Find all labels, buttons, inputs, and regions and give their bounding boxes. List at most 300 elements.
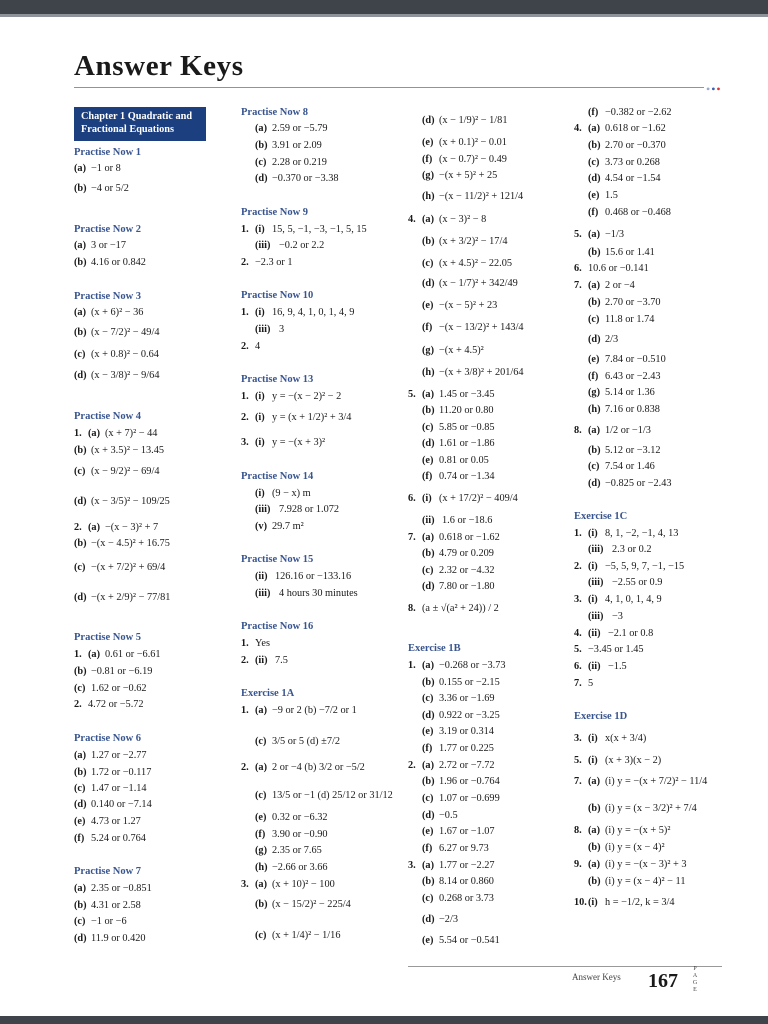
question-number: 5. (574, 644, 582, 655)
answer-text: 1.72 or −0.117 (91, 767, 152, 778)
answer-text: 1.47 or −1.14 (91, 783, 147, 794)
answer-text: −(x − 11/2)² + 121/4 (439, 191, 524, 202)
answer-text: y = −(x + 3)² (272, 437, 326, 448)
section-heading: Practise Now 14 (241, 471, 314, 482)
answer-text: 2 or −4 (b) 3/2 or −5/2 (272, 762, 365, 773)
question-number: 1. (241, 638, 249, 649)
answer-text: −2.55 or 0.9 (612, 577, 663, 588)
part-label: (f) (422, 843, 433, 854)
part-label: (i) (255, 307, 265, 318)
part-label: (b) (588, 140, 601, 151)
section-heading: Practise Now 9 (241, 207, 309, 218)
part-label: (e) (74, 816, 86, 827)
answer-text: 4.54 or −1.54 (605, 173, 661, 184)
answer-text: (9 − x) m (272, 488, 311, 499)
answer-text: 1.27 or −2.77 (91, 750, 147, 761)
question-number: 1. (241, 224, 249, 235)
answer-text: (i) y = (x − 3/2)² + 7/4 (605, 803, 697, 814)
answer-text: −3.45 or 1.45 (588, 644, 644, 655)
answer-text: −2.66 or 3.66 (272, 862, 328, 873)
part-label: (ii) (255, 571, 268, 582)
question-number: 1. (74, 428, 82, 439)
part-label: (c) (255, 930, 267, 941)
part-label: (a) (422, 860, 435, 871)
part-label: (a) (255, 762, 268, 773)
part-label: (f) (422, 471, 433, 482)
answer-text: (i) y = −(x − 3)² + 3 (605, 859, 687, 870)
part-label: (i) (588, 594, 598, 605)
answer-text: 3.73 or 0.268 (605, 157, 660, 168)
answer-text: 4 (255, 341, 261, 352)
section-heading: Practise Now 1 (74, 147, 142, 158)
answer-text: 7.84 or −0.510 (605, 354, 666, 365)
answer-text: −1 or 8 (91, 163, 121, 174)
answer-text: −(x − 13/2)² + 143/4 (439, 322, 524, 333)
answer-text: −0.268 or −3.73 (439, 660, 506, 671)
part-label: (b) (588, 803, 601, 814)
section-heading: Practise Now 7 (74, 866, 142, 877)
answer-text: 7.80 or −1.80 (439, 581, 495, 592)
answer-text: 126.16 or −133.16 (275, 571, 352, 582)
part-label: (b) (74, 327, 87, 338)
answer-text: −4 or 5/2 (91, 183, 129, 194)
part-label: (g) (588, 387, 601, 398)
section-heading: Exercise 1B (408, 643, 461, 654)
answer-text: 1.07 or −0.699 (439, 793, 500, 804)
part-label: (b) (74, 900, 87, 911)
answer-text: 5.54 or −0.541 (439, 935, 500, 946)
answer-text: (x + 3/2)² − 17/4 (439, 236, 508, 247)
title-dots-decoration: ••• (706, 82, 722, 96)
answer-text: (x + 3)(x − 2) (605, 755, 662, 766)
answer-text: 2.3 or 0.2 (612, 544, 652, 555)
part-label: (c) (255, 736, 267, 747)
part-label: (c) (255, 157, 267, 168)
question-number: 5. (408, 389, 416, 400)
part-label: (b) (74, 767, 87, 778)
answer-text: 1.77 or −2.27 (439, 860, 495, 871)
answer-text: −(x + 7/2)² + 69/4 (91, 562, 166, 573)
answer-text: (i) y = −(x + 7/2)² − 11/4 (605, 776, 708, 787)
part-label: (d) (74, 496, 87, 507)
part-label: (a) (588, 123, 601, 134)
part-label: (c) (74, 466, 86, 477)
part-label: (c) (74, 562, 86, 573)
part-label: (ii) (255, 655, 268, 666)
part-label: (e) (422, 935, 434, 946)
answer-text: 2.70 or −0.370 (605, 140, 666, 151)
section-heading: Practise Now 6 (74, 733, 142, 744)
answer-text: 4.16 or 0.842 (91, 257, 146, 268)
part-label: (d) (422, 914, 435, 925)
answer-text: 0.140 or −7.14 (91, 799, 152, 810)
part-label: (f) (588, 371, 599, 382)
answer-text: (x + 0.1)² − 0.01 (439, 137, 507, 148)
answer-text: 3/5 or 5 (d) ±7/2 (272, 736, 340, 747)
question-number: 7. (574, 776, 582, 787)
answer-text: −2.3 or 1 (255, 257, 293, 268)
part-label: (d) (422, 710, 435, 721)
answer-text: −1/3 (605, 229, 624, 240)
answer-text: (i) y = −(x + 5)² (605, 825, 671, 836)
part-label: (b) (74, 666, 87, 677)
part-label: (d) (588, 173, 601, 184)
part-label: (g) (422, 170, 435, 181)
question-number: 1. (574, 528, 582, 539)
answer-text: 11.8 or 1.74 (605, 314, 655, 325)
part-label: (a) (74, 240, 87, 251)
question-number: 4. (574, 123, 582, 134)
answer-text: 8.14 or 0.860 (439, 876, 494, 887)
question-number: 2. (74, 699, 82, 710)
part-label: (d) (422, 581, 435, 592)
answer-text: 2 or −4 (605, 280, 635, 291)
answer-text: (x − 3/5)² − 109/25 (91, 496, 170, 507)
question-number: 6. (574, 263, 582, 274)
part-label: (b) (74, 538, 87, 549)
part-label: (a) (588, 776, 601, 787)
question-number: 2. (408, 760, 416, 771)
answer-text: (x − 9/2)² − 69/4 (91, 466, 160, 477)
part-label: (b) (255, 899, 268, 910)
part-label: (b) (422, 405, 435, 416)
answer-text: 0.155 or −2.15 (439, 677, 500, 688)
part-label: (e) (422, 137, 434, 148)
question-number: 2. (241, 412, 249, 423)
answer-text: 15, 5, −1, −3, −1, 5, 15 (272, 224, 367, 235)
top-border-bar (0, 0, 768, 14)
part-label: (a) (88, 428, 101, 439)
part-label: (ii) (422, 515, 435, 526)
question-number: 7. (408, 532, 416, 543)
part-label: (b) (422, 677, 435, 688)
answer-text: Yes (255, 638, 270, 649)
part-label: (b) (422, 236, 435, 247)
question-number: 7. (574, 678, 582, 689)
part-label: (d) (588, 478, 601, 489)
part-label: (a) (74, 883, 87, 894)
part-label: (i) (588, 897, 598, 908)
part-label: (e) (588, 354, 600, 365)
answer-text: 5.12 or −3.12 (605, 445, 661, 456)
question-number: 1. (241, 705, 249, 716)
part-label: (a) (588, 859, 601, 870)
section-heading: Practise Now 10 (241, 290, 314, 301)
answer-text: (x − 1/7)² + 342/49 (439, 278, 518, 289)
section-heading: Practise Now 2 (74, 224, 142, 235)
part-label: (e) (422, 300, 434, 311)
part-label: (i) (255, 488, 265, 499)
answer-text: 7.928 or 1.072 (279, 504, 340, 515)
part-label: (a) (74, 307, 87, 318)
question-number: 2. (241, 762, 249, 773)
part-label: (b) (255, 140, 268, 151)
answer-text: −0.370 or −3.38 (272, 173, 339, 184)
part-label: (g) (422, 345, 435, 356)
page-title: Answer Keys (74, 50, 244, 82)
answer-text: −0.5 (439, 810, 458, 821)
answer-text: y = (x + 1/2)² + 3/4 (272, 412, 352, 423)
answer-text: 1.5 (605, 190, 618, 201)
part-label: (d) (74, 592, 87, 603)
answer-text: 7.54 or 1.46 (605, 461, 655, 472)
part-label: (a) (255, 705, 268, 716)
part-label: (b) (588, 842, 601, 853)
part-label: (i) (255, 224, 265, 235)
part-label: (c) (588, 314, 600, 325)
question-number: 6. (574, 661, 582, 672)
part-label: (d) (255, 173, 268, 184)
part-label: (d) (588, 334, 601, 345)
part-label: (f) (422, 743, 433, 754)
part-label: (b) (588, 445, 601, 456)
question-number: 5. (574, 755, 582, 766)
answer-text: (x + 0.8)² − 0.64 (91, 349, 159, 360)
question-number: 1. (241, 391, 249, 402)
part-label: (iii) (255, 240, 271, 251)
part-label: (e) (422, 726, 434, 737)
question-number: 6. (408, 493, 416, 504)
answer-text: 5.85 or −0.85 (439, 422, 495, 433)
part-label: (v) (255, 521, 268, 532)
part-label: (b) (588, 297, 601, 308)
part-label: (a) (588, 280, 601, 291)
part-label: (d) (422, 810, 435, 821)
question-number: 1. (241, 307, 249, 318)
part-label: (d) (74, 370, 87, 381)
answer-text: 2.59 or −5.79 (272, 123, 328, 134)
answer-text: 2.35 or 7.65 (272, 845, 322, 856)
question-number: 8. (574, 825, 582, 836)
part-label: (d) (422, 115, 435, 126)
answer-text: 3.90 or −0.90 (272, 829, 328, 840)
answer-text: −2/3 (439, 914, 458, 925)
answer-text: 3.19 or 0.314 (439, 726, 494, 737)
section-heading: Exercise 1C (574, 511, 628, 522)
part-label: (i) (255, 412, 265, 423)
answer-text: 2.70 or −3.70 (605, 297, 661, 308)
question-number: 3. (241, 879, 249, 890)
section-heading: Practise Now 4 (74, 411, 142, 422)
answer-text: −(x + 4.5)² (439, 345, 484, 356)
part-label: (iii) (588, 544, 604, 555)
answer-text: −0.825 or −2.43 (605, 478, 672, 489)
part-label: (c) (422, 565, 434, 576)
part-label: (c) (422, 793, 434, 804)
part-label: (e) (422, 826, 434, 837)
question-number: 4. (574, 628, 582, 639)
answer-text: 1/2 or −1/3 (605, 425, 651, 436)
answer-text: 0.81 or 0.05 (439, 455, 489, 466)
part-label: (c) (74, 916, 86, 927)
top-border-accent (0, 14, 768, 17)
part-label: (c) (422, 693, 434, 704)
question-number: 8. (408, 603, 416, 614)
answer-text: −9 or 2 (b) −7/2 or 1 (272, 705, 357, 716)
part-label: (f) (588, 207, 599, 218)
title-underline (74, 87, 704, 88)
answer-text: 3.36 or −1.69 (439, 693, 495, 704)
part-label: (i) (588, 528, 598, 539)
answer-text: 3.91 or 2.09 (272, 140, 322, 151)
question-number: 1. (74, 649, 82, 660)
part-label: (e) (255, 812, 267, 823)
answer-text: 4 hours 30 minutes (279, 588, 358, 599)
part-label: (b) (74, 257, 87, 268)
answer-text: −(x − 3)² + 7 (105, 522, 159, 533)
section-heading: Practise Now 16 (241, 621, 314, 632)
answer-text: 4.31 or 2.58 (91, 900, 141, 911)
answer-text: h = −1/2, k = 3/4 (605, 897, 675, 908)
answer-text: 5 (588, 678, 594, 689)
part-label: (d) (74, 799, 87, 810)
question-number: 2. (74, 522, 82, 533)
section-heading: Practise Now 8 (241, 107, 309, 118)
question-number: 2. (241, 341, 249, 352)
answer-text: (i) y = (x − 4)² (605, 842, 665, 853)
answer-text: (x − 15/2)² − 225/4 (272, 899, 351, 910)
part-label: (c) (74, 783, 86, 794)
answer-text: (x + 1/4)² − 1/16 (272, 930, 341, 941)
part-label: (d) (422, 438, 435, 449)
answer-text: 5.14 or 1.36 (605, 387, 655, 398)
part-label: (iii) (588, 577, 604, 588)
part-label: (i) (588, 733, 598, 744)
answer-text: −1.5 (608, 661, 627, 672)
question-number: 3. (574, 733, 582, 744)
part-label: (iii) (255, 324, 271, 335)
question-number: 5. (574, 229, 582, 240)
part-label: (f) (422, 154, 433, 165)
part-label: (a) (588, 229, 601, 240)
section-heading: Practise Now 3 (74, 291, 142, 302)
answer-text: 13/5 or −1 (d) 25/12 or 31/12 (272, 790, 393, 801)
answer-text: 0.61 or −6.61 (105, 649, 161, 660)
part-label: (a) (88, 649, 101, 660)
answer-text: 4.72 or −5.72 (88, 699, 144, 710)
part-label: (c) (422, 422, 434, 433)
answer-text: (x + 4.5)² − 22.05 (439, 258, 513, 269)
question-number: 2. (241, 655, 249, 666)
answer-text: 29.7 m² (272, 521, 304, 532)
answer-text: 6.27 or 9.73 (439, 843, 489, 854)
answer-text: 1.6 or −18.6 (442, 515, 493, 526)
answer-text: 2.28 or 0.219 (272, 157, 327, 168)
part-label: (h) (422, 367, 435, 378)
part-label: (iii) (255, 504, 271, 515)
answer-text: 2.72 or −7.72 (439, 760, 495, 771)
part-label: (f) (255, 829, 266, 840)
part-label: (c) (588, 157, 600, 168)
question-number: 1. (408, 660, 416, 671)
answer-text: 10.6 or −0.141 (588, 263, 649, 274)
part-label: (c) (422, 893, 434, 904)
answer-text: 4.73 or 1.27 (91, 816, 141, 827)
section-heading: Practise Now 5 (74, 632, 142, 643)
answer-text: −0.81 or −6.19 (91, 666, 153, 677)
part-label: (c) (588, 461, 600, 472)
part-label: (g) (255, 845, 268, 856)
answer-text: 1.67 or −1.07 (439, 826, 495, 837)
bottom-border-bar (0, 1016, 768, 1024)
chapter-heading-line2: Fractional Equations (81, 124, 174, 135)
part-label: (i) (588, 755, 598, 766)
answer-text: −(x + 3/8)² + 201/64 (439, 367, 524, 378)
footer-page-vertical-label: P A G E (692, 966, 698, 993)
answer-text: 4.79 or 0.209 (439, 548, 494, 559)
answer-text: 2/3 (605, 334, 619, 345)
answer-text: 16, 9, 4, 1, 0, 1, 4, 9 (272, 307, 355, 318)
answer-text: 2.35 or −0.851 (91, 883, 152, 894)
answer-text: 1.61 or −1.86 (439, 438, 495, 449)
answer-text: (a ± √(a² + 24)) / 2 (422, 603, 499, 614)
answer-text: −5, 5, 9, 7, −1, −15 (605, 561, 685, 572)
answer-text: (x − 1/9)² − 1/81 (439, 115, 508, 126)
section-heading: Exercise 1D (574, 711, 628, 722)
answer-text: 15.6 or 1.41 (605, 247, 655, 258)
answer-text: 0.922 or −3.25 (439, 710, 500, 721)
answer-text: 7.16 or 0.838 (605, 404, 660, 415)
part-label: (a) (422, 532, 435, 543)
part-label: (a) (422, 660, 435, 671)
answer-text: (i) y = (x − 4)² − 11 (605, 876, 686, 887)
answer-text: 8, 1, −2, −1, 4, 13 (605, 528, 679, 539)
part-label: (f) (422, 322, 433, 333)
part-label: (c) (255, 790, 267, 801)
chapter-heading-box (74, 107, 206, 141)
part-label: (a) (422, 214, 435, 225)
answer-text: 7.5 (275, 655, 288, 666)
answer-text: 0.32 or −6.32 (272, 812, 328, 823)
answer-text: 0.618 or −1.62 (439, 532, 500, 543)
part-label: (b) (74, 445, 87, 456)
section-heading: Exercise 1A (241, 688, 295, 699)
part-label: (ii) (588, 628, 601, 639)
part-label: (h) (422, 191, 435, 202)
answer-text: 4, 1, 0, 1, 4, 9 (605, 594, 662, 605)
part-label: (d) (74, 933, 87, 944)
question-number: 8. (574, 425, 582, 436)
answer-text: 1.62 or −0.62 (91, 683, 147, 694)
answer-text: −(x + 2/9)² − 77/81 (91, 592, 171, 603)
part-label: (i) (255, 391, 265, 402)
answer-text: 1.45 or −3.45 (439, 389, 495, 400)
part-label: (b) (422, 876, 435, 887)
part-label: (b) (588, 247, 601, 258)
part-label: (b) (74, 183, 87, 194)
footer-label: Answer Keys (572, 972, 621, 982)
answer-text: (x + 17/2)² − 409/4 (439, 493, 518, 504)
answer-text: (x − 7/2)² − 49/4 (91, 327, 160, 338)
answer-text: x(x + 3/4) (605, 733, 647, 744)
answer-text: −(x − 4.5)² + 16.75 (91, 538, 170, 549)
answer-text: 0.468 or −0.468 (605, 207, 671, 218)
part-label: (c) (74, 683, 86, 694)
chapter-heading-line1: Chapter 1 Quadratic and (81, 111, 193, 122)
part-label: (h) (588, 404, 601, 415)
part-label: (i) (422, 493, 432, 504)
answer-text: (x − 0.7)² − 0.49 (439, 154, 507, 165)
answer-text: −1 or −6 (91, 916, 127, 927)
answer-text: 3 (279, 324, 285, 335)
answer-text: 0.618 or −1.62 (605, 123, 666, 134)
answer-text: 5.24 or 0.764 (91, 833, 146, 844)
part-label: (iii) (588, 611, 604, 622)
part-label: (a) (588, 425, 601, 436)
question-number: 2. (241, 257, 249, 268)
part-label: (a) (422, 760, 435, 771)
question-number: 7. (574, 280, 582, 291)
